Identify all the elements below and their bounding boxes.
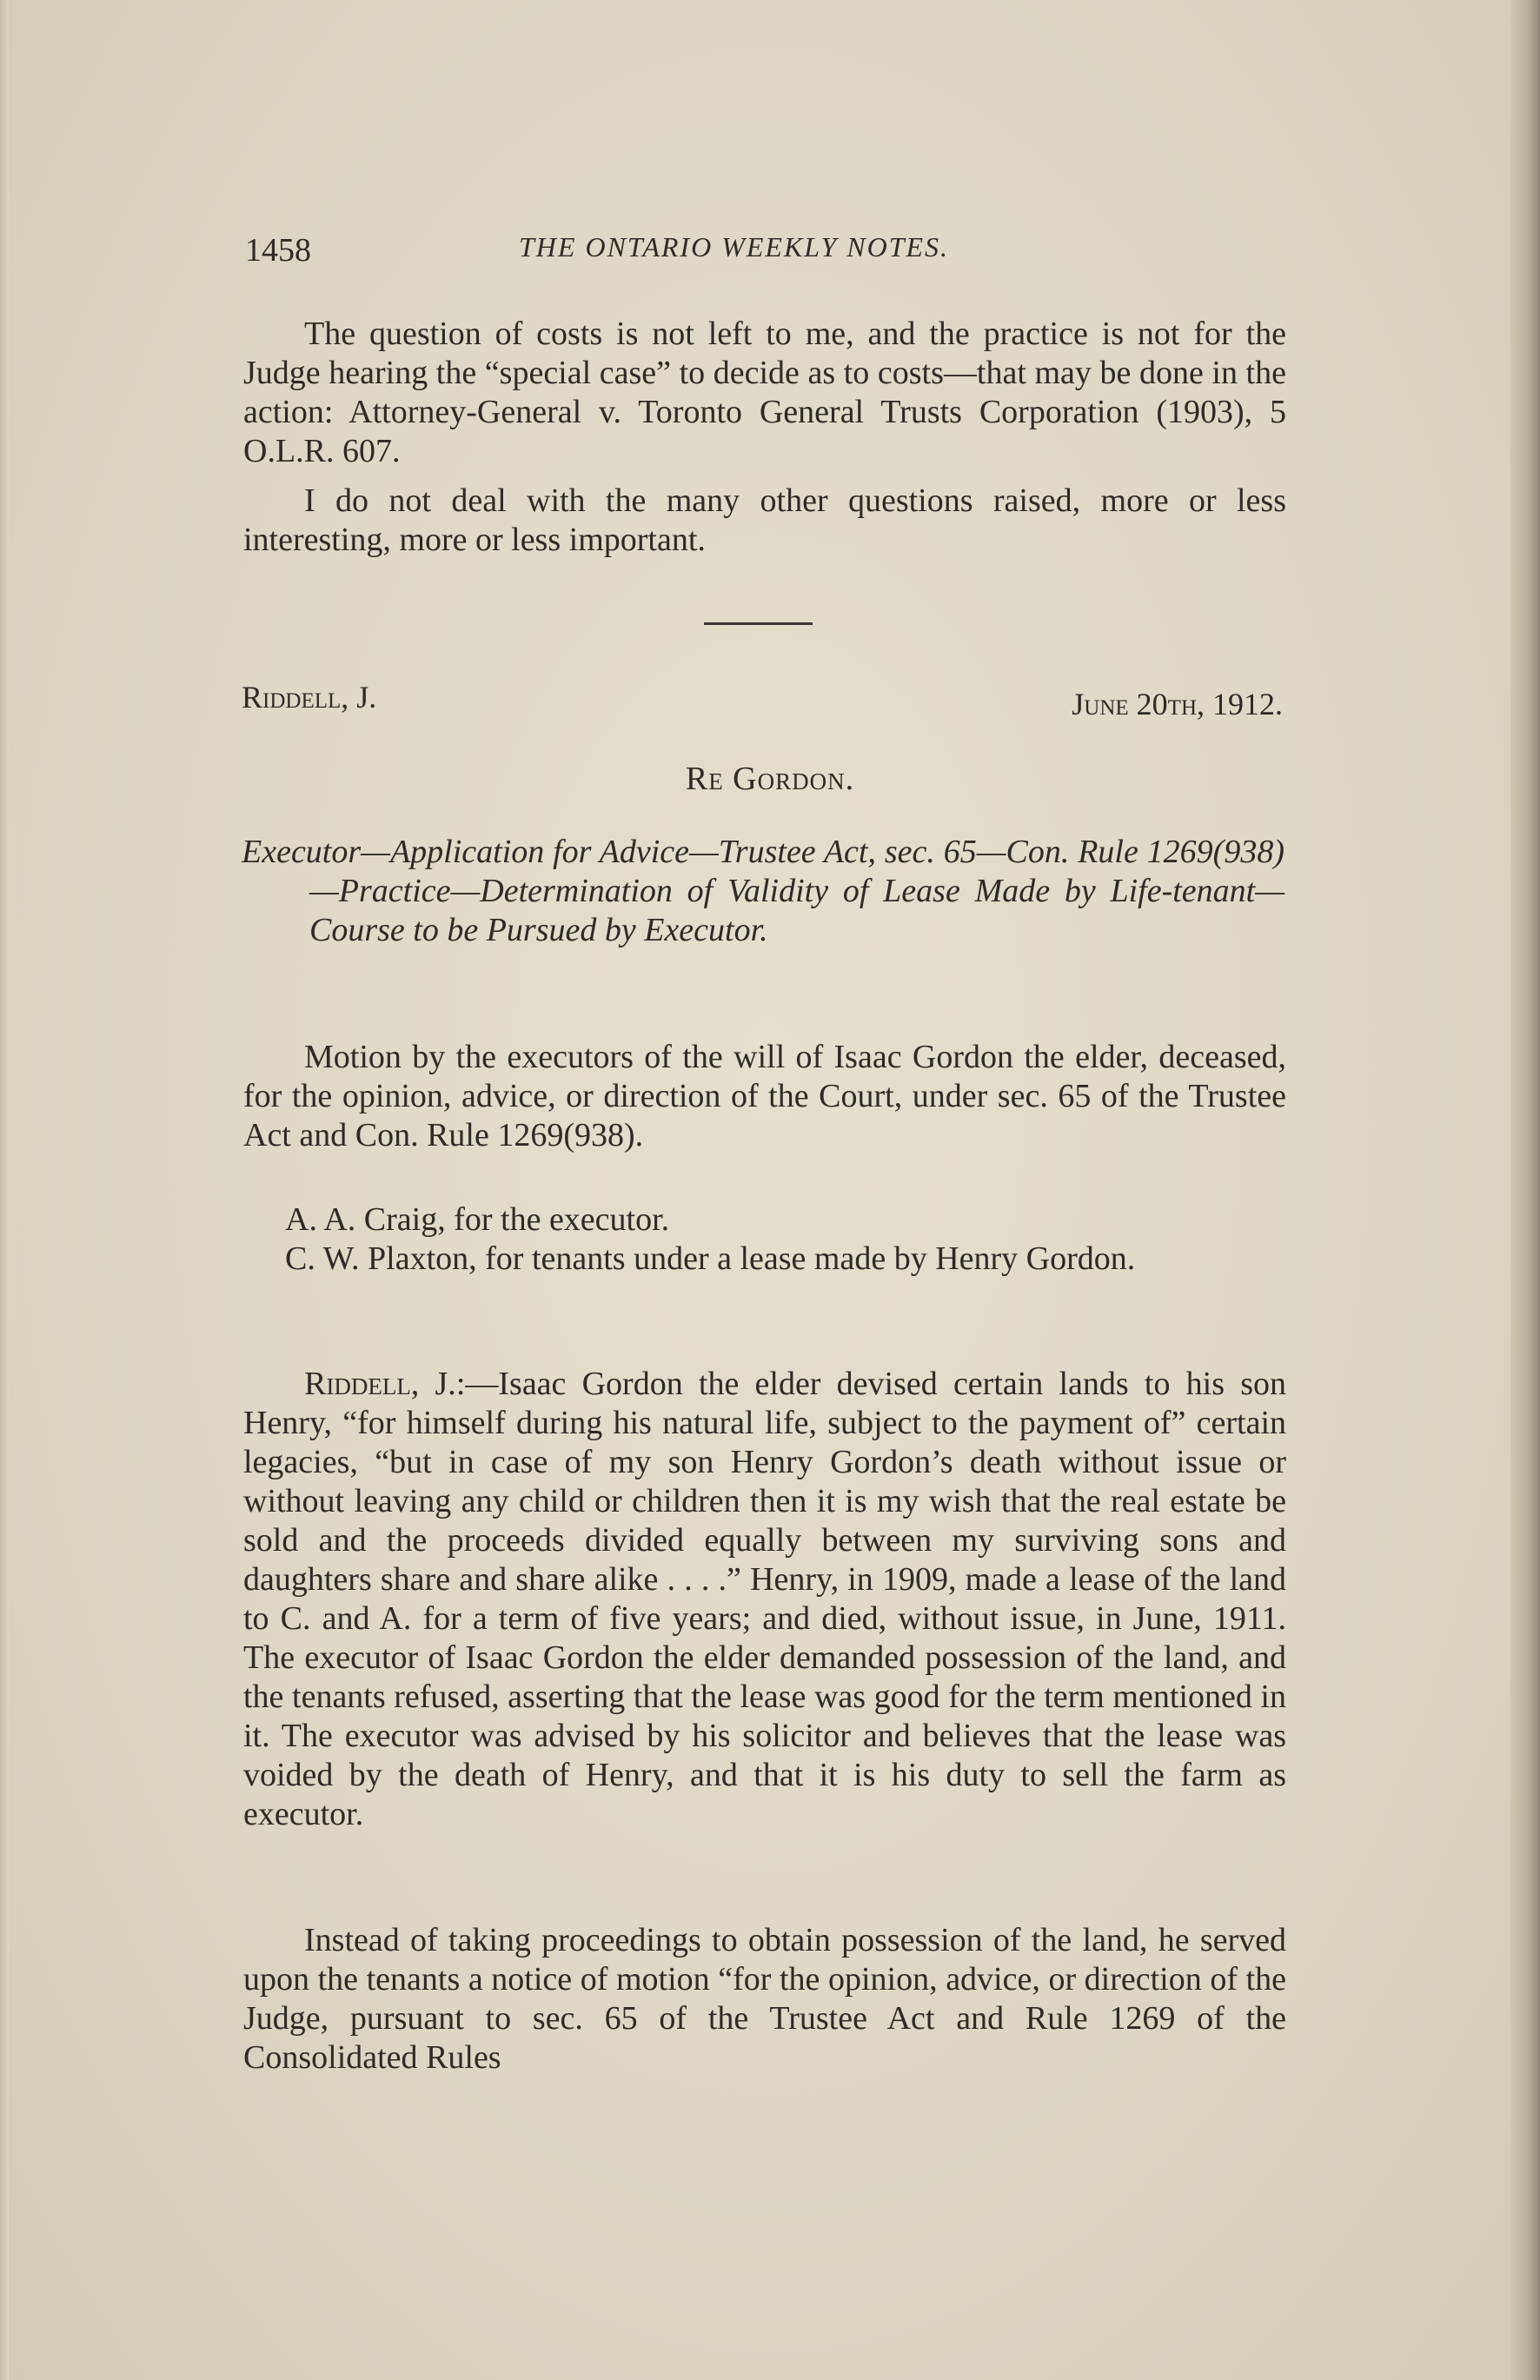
headnote: Executor—Application for Advice—Trustee Act, sec. 65—Con. Rule 1269(938)—Practice—Determination of Validity of Lease Made by Life-tenant—Course to be Pursued by Executor. bbox=[242, 834, 1284, 948]
case-title: Re Gordon. bbox=[685, 761, 855, 797]
motion-paragraph: Motion by the executors of the will of Isaac Gordon the elder, deceased, for the opinion, advice, or direction of the Court, under sec. 65 of the Trustee Act and Con. Rule 1269(938). bbox=[243, 1039, 1286, 1153]
previous-case-paragraph-costs: The question of costs is not left to me, and the practice is not for the Judge hearing the “special case” to decide as to costs—that may be done in the action: Attorney-General v. Toronto General Trusts Corporation (1903), 5 O.L.R. 607. bbox=[243, 316, 1286, 469]
judgment-paragraph-2: Instead of taking proceedings to obtain possession of the land, he served upon the tenants a notice of motion “for the opinion, advice, or direction of the Judge, pursuant to sec. 65 of the Trustee Act and Rule 1269 of the Consolidated Rules bbox=[243, 1922, 1286, 2076]
judgment-paragraph-1-text: :—Isaac Gordon the elder devised certain lands to his son Henry, “for himself during his natural life, subject to the payment of” certain legacies, “but in case of my son Henry Gordon’s death without issue or without leaving any child or children then it is my wish that the real estate be sold and the proceeds divided equally between my surviving sons and daughters share and share alike . . . .” Henry, in 1909, made a lease of the land to C. and A. for a term of five years; and died, without issue, in June, 1911. The executor of Isaac Gordon the elder demanded possession of the land, and the tenants refused, asserting that the lease was good for the term mentioned in it. The executor was advised by his solicitor and believes that the lease was voided by the death of Henry, and that it is his duty to sell the farm as executor. bbox=[243, 1366, 1286, 1832]
page-right-edge bbox=[1510, 0, 1540, 2380]
page-number: 1458 bbox=[245, 232, 311, 269]
decision-date: June 20th, 1912. bbox=[1072, 687, 1283, 721]
counsel-executor: A. A. Craig, for the executor. bbox=[285, 1201, 670, 1238]
judge-name: Riddell, J. bbox=[242, 680, 377, 715]
running-head bbox=[245, 231, 1288, 283]
judgment-judge-name: Riddell, J. bbox=[304, 1366, 456, 1402]
previous-case-paragraph-closing: I do not deal with the many other questions raised, more or less interesting, more or less important. bbox=[243, 482, 1286, 558]
page-left-edge bbox=[0, 0, 9, 2380]
judgment-paragraph-1 bbox=[243, 1365, 1286, 1834]
section-divider-rule bbox=[704, 622, 813, 625]
journal-title: THE ONTARIO WEEKLY NOTES. bbox=[519, 231, 950, 263]
counsel-tenants: C. W. Plaxton, for tenants under a lease made by Henry Gordon. bbox=[285, 1240, 1136, 1277]
